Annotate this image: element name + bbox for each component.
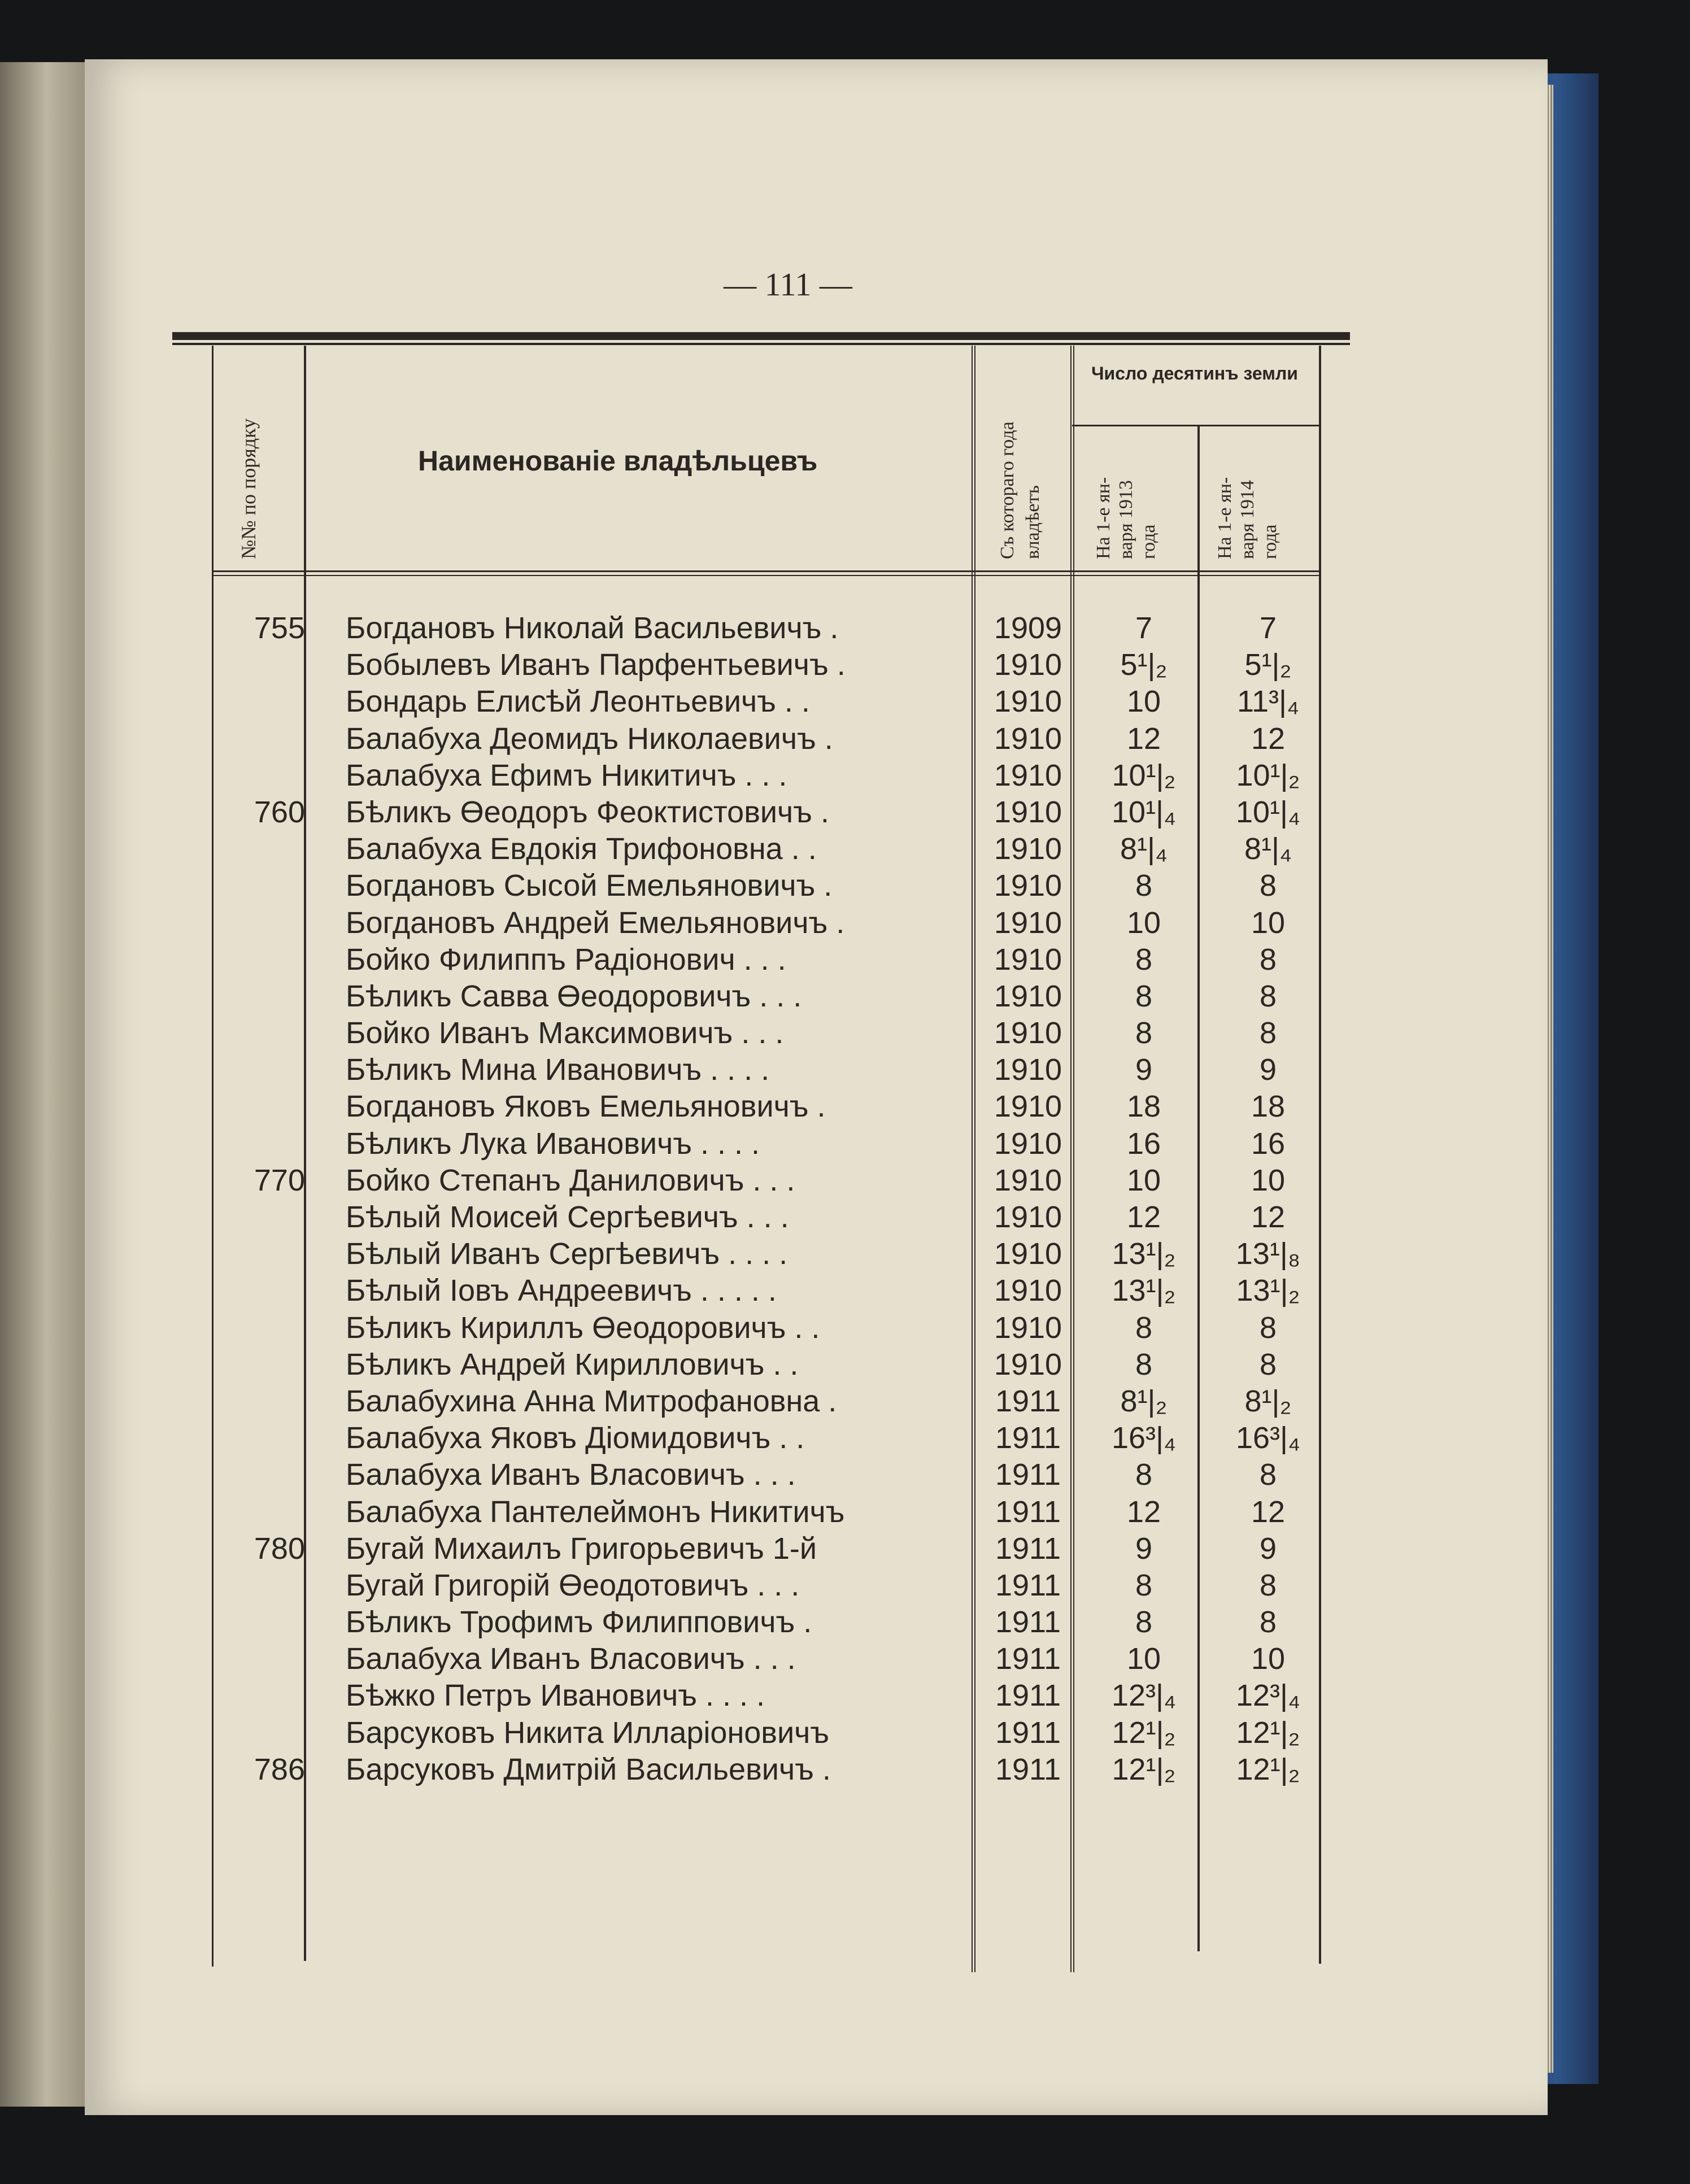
owner-name: Бугай Михаилъ Григорьевичъ 1-й [346,1531,817,1566]
header-bottom-rule-2 [212,575,1321,576]
desyatin-1913: 12 [1126,721,1161,756]
owned-since-year: 1910 [994,905,1062,940]
row-number: 755 [254,611,305,645]
row-number: 770 [254,1163,305,1197]
owned-since-year: 1910 [994,1200,1062,1234]
desyatin-1913: 10¹|₄ [1111,795,1177,829]
desyatin-1914: 16 [1251,1126,1286,1161]
table-row [0,1346,1690,1383]
header-1913-line2: варя 1913 [1116,480,1136,559]
desyatin-1914: 8 [1259,1347,1277,1381]
row-number: 760 [254,795,305,829]
owner-name: Богдановъ Андрей Емельяновичъ . [346,905,845,940]
owner-name: Балабуха Иванъ Власовичъ . . . [346,1642,796,1676]
desyatin-1914: 12 [1251,721,1286,756]
desyatin-1914: 8 [1259,1016,1277,1050]
table-row [0,1310,1690,1346]
owned-since-year: 1910 [994,1016,1062,1050]
group-header-rule [1072,425,1321,426]
desyatin-1914: 7 [1259,611,1277,645]
desyatin-1914: 8¹|₂ [1244,1384,1292,1418]
table-row [0,1126,1690,1162]
header-year-line2: владѣетъ [1022,485,1043,559]
owner-name: Бугай Григорій Өеодотовичъ . . . [346,1568,800,1602]
owner-name: Богдановъ Николай Васильевичъ . [346,611,839,645]
owner-name: Бѣликъ Трофимъ Филипповичъ . [346,1605,812,1640]
owned-since-year: 1911 [995,1752,1061,1786]
header-1913-line3: года [1138,524,1159,559]
owner-name: Бѣликъ Лука Ивановичъ . . . . [346,1126,760,1161]
owned-since-year: 1911 [995,1679,1061,1713]
table-row [0,1604,1690,1641]
owner-name: Балабухина Анна Митрофановна . [346,1384,837,1418]
owner-name: Бобылевъ Иванъ Парфентьевичъ . [346,648,846,682]
desyatin-1913: 10 [1126,905,1161,940]
owner-name: Барсуковъ Никита Илларіоновичъ [346,1715,830,1750]
desyatin-1914: 10 [1251,1163,1286,1197]
desyatin-1913: 8 [1135,1310,1153,1345]
table-row [0,1088,1690,1125]
owned-since-year: 1910 [994,1089,1062,1124]
desyatin-1913: 8 [1135,869,1153,903]
owned-since-year: 1910 [994,1310,1062,1345]
desyatin-1913: 10 [1126,1642,1161,1676]
page-number: — 111 — [724,266,852,303]
desyatin-1913: 12¹|₂ [1112,1715,1176,1750]
table-row [0,683,1690,720]
table-row [0,1272,1690,1309]
table-row [0,905,1690,941]
owned-since-year: 1911 [995,1531,1061,1566]
desyatin-1914: 10 [1251,905,1286,940]
owned-since-year: 1910 [994,648,1062,682]
desyatin-1913: 16 [1126,1126,1161,1161]
desyatin-1914: 9 [1259,1053,1277,1087]
table-row [0,721,1690,757]
owner-name: Балабуха Евдокія Трифоновна . . [346,832,817,866]
table-row [0,1199,1690,1236]
owned-since-year: 1910 [994,1053,1062,1087]
header-desyatin-group: Число десятинъ земли [1091,363,1298,383]
table-row [0,1015,1690,1052]
owned-since-year: 1910 [994,979,1062,1013]
table-row [0,1457,1690,1493]
owner-name: Балабуха Пантелеймонъ Никитичъ [346,1494,845,1529]
desyatin-1914: 8¹|₄ [1244,832,1292,866]
owned-since-year: 1911 [995,1642,1061,1676]
table-row [0,794,1690,831]
owner-name: Бѣликъ Мина Ивановичъ . . . . [346,1053,770,1087]
owners-table-body [0,610,1690,1788]
owner-name: Бойко Иванъ Максимовичъ . . . [346,1016,784,1050]
desyatin-1914: 10¹|₄ [1235,795,1301,829]
desyatin-1913: 8¹|₄ [1120,832,1168,866]
desyatin-1914: 9 [1259,1531,1277,1566]
desyatin-1913: 13¹|₂ [1112,1237,1176,1271]
owned-since-year: 1910 [994,942,1062,977]
table-row [0,1677,1690,1714]
desyatin-1913: 8 [1135,979,1153,1013]
header-1913-line1: На 1-е ян- [1093,477,1114,559]
owner-name: Бѣликъ Өеодоръ Феоктистовичъ . [346,795,829,829]
desyatin-1913: 7 [1135,611,1153,645]
header-1914-line2: варя 1914 [1237,480,1258,559]
owned-since-year: 1910 [994,869,1062,903]
table-row [0,1383,1690,1420]
desyatin-1913: 8 [1135,1568,1153,1602]
owner-name: Балабуха Деомидъ Николаевичъ . [346,721,833,756]
desyatin-1914: 8 [1259,869,1277,903]
owned-since-year: 1910 [994,1126,1062,1161]
table-row [0,941,1690,978]
owned-since-year: 1910 [994,758,1062,792]
owned-since-year: 1910 [994,1347,1062,1381]
table-row [0,1567,1690,1604]
table-top-rule-thin [172,343,1350,345]
desyatin-1914: 8 [1259,1568,1277,1602]
desyatin-1914: 12 [1251,1200,1286,1234]
desyatin-1914: 12¹|₂ [1236,1752,1300,1786]
table-row [0,610,1690,647]
owned-since-year: 1911 [995,1568,1061,1602]
owner-name: Бѣжко Петръ Ивановичъ . . . . [346,1679,765,1713]
desyatin-1913: 16³|₄ [1111,1421,1177,1455]
desyatin-1913: 9 [1135,1053,1153,1087]
table-row [0,868,1690,904]
table-row [0,647,1690,683]
owned-since-year: 1910 [994,685,1062,719]
table-row [0,1641,1690,1677]
table-row [0,831,1690,868]
desyatin-1913: 8¹|₂ [1120,1384,1168,1418]
owner-name: Бондарь Елисѣй Леонтьевичъ . . [346,685,810,719]
owner-name: Бѣликъ Андрей Кирилловичъ . . [346,1347,799,1381]
table-row [0,1751,1690,1788]
owner-name: Балабуха Яковъ Діомидовичъ . . [346,1421,805,1455]
table-row [0,1420,1690,1457]
desyatin-1913: 18 [1126,1089,1161,1124]
desyatin-1913: 8 [1135,1458,1153,1492]
owned-since-year: 1911 [995,1715,1061,1750]
table-row [0,1715,1690,1751]
owner-name: Бѣлый Иванъ Сергѣевичъ . . . . [346,1237,788,1271]
header-1914-line1: На 1-е ян- [1214,477,1235,559]
desyatin-1914: 12¹|₂ [1236,1715,1300,1750]
desyatin-1913: 10¹|₂ [1112,758,1176,792]
owner-name: Бѣлый Моисей Сергѣевичъ . . . [346,1200,789,1234]
header-number: №№ по порядку [237,418,260,559]
desyatin-1913: 8 [1135,1016,1153,1050]
owned-since-year: 1911 [995,1421,1061,1455]
desyatin-1913: 12³|₄ [1111,1679,1177,1713]
table-top-rule [172,332,1350,340]
desyatin-1913: 8 [1135,1347,1153,1381]
owner-name: Балабуха Ефимъ Никитичъ . . . [346,758,787,792]
owned-since-year: 1910 [994,721,1062,756]
desyatin-1913: 5¹|₂ [1120,648,1168,682]
owned-since-year: 1909 [994,611,1062,645]
table-row [0,1162,1690,1199]
desyatin-1914: 13¹|₂ [1236,1274,1300,1308]
owned-since-year: 1911 [995,1458,1061,1492]
owner-name: Богдановъ Сысой Емельяновичъ . [346,869,833,903]
desyatin-1913: 12¹|₂ [1112,1752,1176,1786]
desyatin-1914: 8 [1259,1605,1277,1640]
header-1914-line3: года [1260,524,1280,559]
desyatin-1913: 9 [1135,1531,1153,1566]
desyatin-1914: 11³|₄ [1236,685,1300,719]
desyatin-1914: 12 [1251,1494,1286,1529]
owned-since-year: 1910 [994,1163,1062,1197]
header-bottom-rule [212,570,1321,572]
owned-since-year: 1911 [995,1605,1061,1640]
owner-name: Бойко Филиппъ Радіонович . . . [346,942,786,977]
owned-since-year: 1911 [995,1384,1061,1418]
desyatin-1914: 10¹|₂ [1236,758,1300,792]
desyatin-1914: 12³|₄ [1235,1679,1301,1713]
desyatin-1914: 13¹|₈ [1235,1237,1301,1271]
desyatin-1913: 8 [1135,942,1153,977]
table-row [0,1531,1690,1567]
desyatin-1914: 5¹|₂ [1244,648,1292,682]
desyatin-1914: 8 [1259,1458,1277,1492]
owned-since-year: 1911 [995,1494,1061,1529]
desyatin-1914: 18 [1251,1089,1286,1124]
row-number: 786 [254,1752,305,1786]
owner-name: Балабуха Иванъ Власовичъ . . . [346,1458,796,1492]
owned-since-year: 1910 [994,1274,1062,1308]
owner-name: Барсуковъ Дмитрій Васильевичъ . [346,1752,831,1786]
desyatin-1914: 8 [1259,942,1277,977]
desyatin-1913: 13¹|₂ [1112,1274,1176,1308]
table-row [0,978,1690,1015]
owner-name: Богдановъ Яковъ Емельяновичъ . [346,1089,826,1124]
desyatin-1913: 8 [1135,1605,1153,1640]
owner-name: Бѣликъ Кириллъ Өеодоровичъ . . [346,1310,820,1345]
row-number: 780 [254,1531,305,1566]
desyatin-1914: 16³|₄ [1235,1421,1301,1455]
desyatin-1914: 10 [1251,1642,1286,1676]
desyatin-1914: 8 [1259,979,1277,1013]
table-row [0,757,1690,794]
header-owner-name: Наименованіе владѣльцевъ [418,445,818,477]
desyatin-1913: 12 [1126,1200,1161,1234]
desyatin-1913: 10 [1126,685,1161,719]
table-row [0,1052,1690,1088]
owner-name: Бѣлый Іовъ Андреевичъ . . . . . [346,1274,777,1308]
table-row [0,1236,1690,1272]
owned-since-year: 1910 [994,832,1062,866]
desyatin-1913: 12 [1126,1494,1161,1529]
owner-name: Бѣликъ Савва Өеодоровичъ . . . [346,979,802,1013]
header-year-line1: Съ котораго года [997,421,1018,559]
desyatin-1913: 10 [1126,1163,1161,1197]
owned-since-year: 1910 [994,1237,1062,1271]
table-row [0,1494,1690,1531]
owner-name: Бойко Степанъ Даниловичъ . . . [346,1163,795,1197]
desyatin-1914: 8 [1259,1310,1277,1345]
owned-since-year: 1910 [994,795,1062,829]
